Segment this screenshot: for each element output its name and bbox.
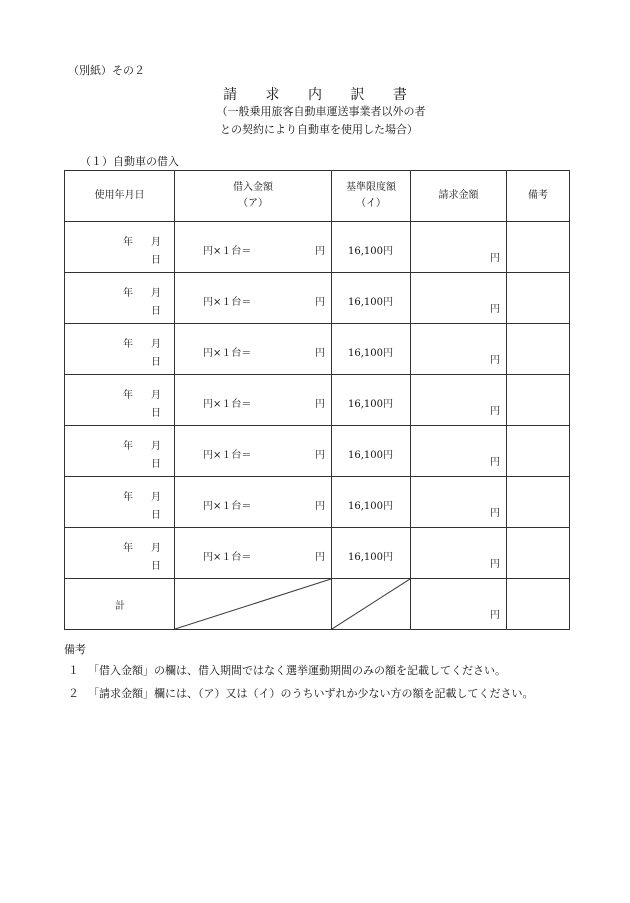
rent-amount-cell[interactable] [175,273,332,324]
limit-amount: 16,100円 [348,348,393,359]
date-cell[interactable] [65,273,175,324]
header-limit-amount: 基準限度額 （イ） [332,171,411,222]
remarks-cell[interactable] [507,222,570,273]
month-label: 月 [151,543,161,554]
day-label: 日 [151,357,161,368]
note-item-1 [64,662,564,678]
limit-amount-cell [332,324,411,375]
total-label: 計 [115,601,125,612]
note-text: 「借入金額」の欄は、借入期間ではなく選挙運動期間のみの額を記載してください。 [88,664,506,677]
rent-yen-unit: 円 [315,348,325,359]
total-remarks-cell[interactable] [507,579,570,630]
month-label: 月 [151,390,161,401]
remarks-cell[interactable] [507,477,570,528]
rent-formula: 円×１台＝ [203,348,252,359]
total-request-cell[interactable] [411,579,507,630]
limit-amount: 16,100円 [348,501,393,512]
rent-amount-cell[interactable] [175,222,332,273]
limit-amount-cell [332,426,411,477]
year-label: 年 [123,288,133,299]
day-label: 日 [151,561,161,572]
day-label: 日 [151,510,161,521]
limit-amount-cell [332,273,411,324]
request-yen-unit: 円 [490,253,500,264]
rent-yen-unit: 円 [315,297,325,308]
year-label: 年 [123,390,133,401]
attachment-label: （別紙）その２ [68,64,145,77]
remarks-cell[interactable] [507,273,570,324]
remarks-cell[interactable] [507,528,570,579]
total-row [65,579,570,630]
year-label: 年 [123,339,133,350]
table-row [65,375,570,426]
limit-amount-cell [332,528,411,579]
remarks-cell[interactable] [507,426,570,477]
limit-amount: 16,100円 [348,297,393,308]
request-yen-unit: 円 [490,304,500,315]
limit-amount-cell [332,222,411,273]
header-remarks: 備考 [507,171,570,222]
date-cell[interactable] [65,375,175,426]
rent-formula: 円×１台＝ [203,450,252,461]
breakdown-table-container [64,170,569,633]
rent-formula: 円×１台＝ [203,399,252,410]
limit-amount: 16,100円 [348,450,393,461]
note-text: 「請求金額」欄には、（ア）又は（イ）のうちいずれか少ない方の額を記載してください。 [88,687,534,700]
request-amount-cell[interactable] [411,273,507,324]
request-amount-cell[interactable] [411,528,507,579]
rent-amount-cell[interactable] [175,375,332,426]
table-row [65,222,570,273]
request-amount-cell[interactable] [411,477,507,528]
year-label: 年 [123,543,133,554]
rent-formula: 円×１台＝ [203,552,252,563]
request-amount-cell[interactable] [411,222,507,273]
request-amount-cell[interactable] [411,375,507,426]
date-cell[interactable] [65,324,175,375]
subtitle-line-2: との契約により自動車を使用した場合） [220,123,418,136]
date-cell[interactable] [65,477,175,528]
rent-yen-unit: 円 [315,552,325,563]
month-label: 月 [151,339,161,350]
header-date: 使用年月日 [65,171,175,222]
request-yen-unit: 円 [490,508,500,519]
year-label: 年 [123,492,133,503]
month-label: 月 [151,441,161,452]
request-yen-unit: 円 [490,559,500,570]
remarks-cell[interactable] [507,375,570,426]
day-label: 日 [151,459,161,470]
date-cell[interactable] [65,426,175,477]
month-label: 月 [151,492,161,503]
rent-amount-cell[interactable] [175,528,332,579]
limit-amount: 16,100円 [348,399,393,410]
total-limit-cell-crossed [332,579,411,630]
note-number: ２ [68,687,79,700]
total-rent-cell-crossed [175,579,332,630]
day-label: 日 [151,255,161,266]
document-title: 請 求 内 訳 書 [223,87,419,103]
subtitle-line-1: （一般乗用旅客自動車運送事業者以外の者 [216,105,426,118]
table-row [65,426,570,477]
rent-amount-cell[interactable] [175,324,332,375]
rent-yen-unit: 円 [315,501,325,512]
diagonal-strike [175,579,331,629]
remarks-cell[interactable] [507,324,570,375]
month-label: 月 [151,288,161,299]
rent-formula: 円×１台＝ [203,297,252,308]
limit-amount: 16,100円 [348,552,393,563]
request-amount-cell[interactable] [411,324,507,375]
table-row [65,324,570,375]
date-cell[interactable] [65,528,175,579]
table-row [65,477,570,528]
header-rent-amount: 借入金額 （ア） [175,171,332,222]
note-number: １ [68,664,79,677]
breakdown-table [64,170,570,630]
table-row [65,273,570,324]
month-label: 月 [151,237,161,248]
limit-amount: 16,100円 [348,246,393,257]
total-yen-unit: 円 [490,610,500,621]
diagonal-strike [332,579,410,629]
total-label-cell [65,579,175,630]
request-yen-unit: 円 [490,457,500,468]
section-heading: （１）自動車の借入 [80,155,179,168]
limit-amount-cell [332,477,411,528]
table-header-row [65,171,570,222]
rent-amount-cell[interactable] [175,477,332,528]
limit-amount-cell [332,375,411,426]
date-cell[interactable] [65,222,175,273]
day-label: 日 [151,408,161,419]
notes-heading: 備考 [64,643,86,656]
request-yen-unit: 円 [490,355,500,366]
rent-yen-unit: 円 [315,399,325,410]
rent-yen-unit: 円 [315,450,325,461]
rent-formula: 円×１台＝ [203,246,252,257]
year-label: 年 [123,237,133,248]
table-row [65,528,570,579]
year-label: 年 [123,441,133,452]
note-item-2 [64,685,564,702]
day-label: 日 [151,306,161,317]
rent-yen-unit: 円 [315,246,325,257]
header-request-amount: 請求金額 [411,171,507,222]
request-amount-cell[interactable] [411,426,507,477]
rent-formula: 円×１台＝ [203,501,252,512]
request-yen-unit: 円 [490,406,500,417]
rent-amount-cell[interactable] [175,426,332,477]
